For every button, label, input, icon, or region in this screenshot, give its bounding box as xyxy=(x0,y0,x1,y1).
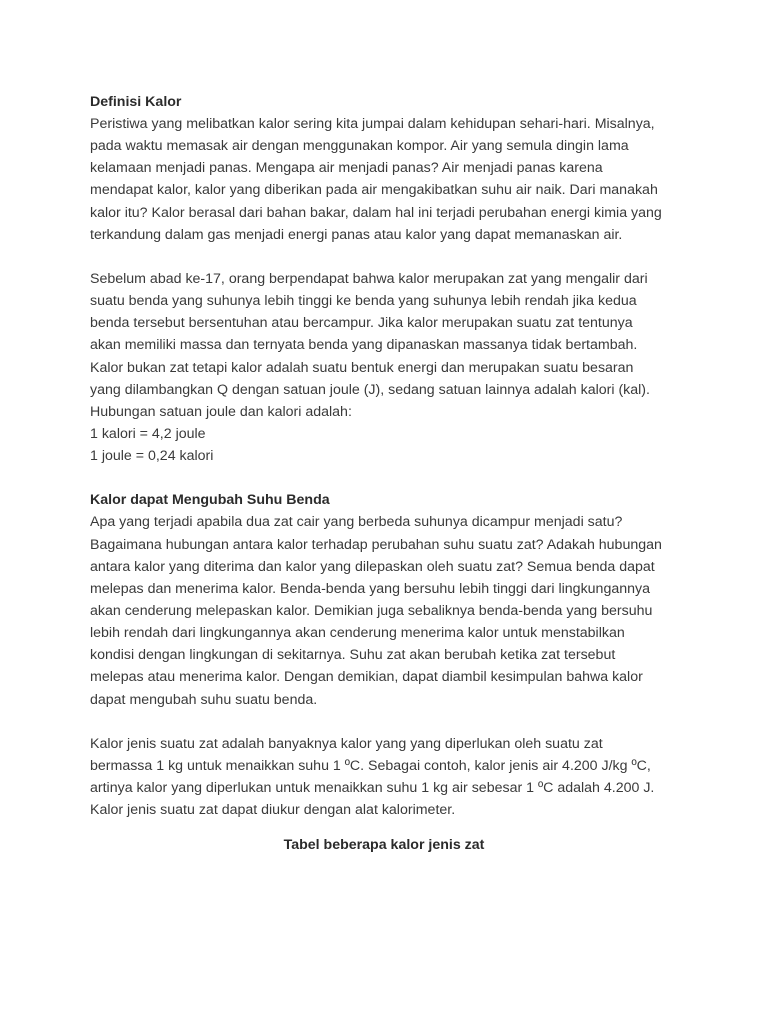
text-line: benda tersebut bersentuhan atau bercampur. Jika kalor merupakan suatu zat tentunya xyxy=(90,315,633,332)
paragraph-gap xyxy=(90,467,690,489)
heading-kalor-mengubah-suhu: Kalor dapat Mengubah Suhu Benda xyxy=(90,492,330,509)
paragraph-gap xyxy=(90,711,690,733)
text-line: melepas atau menerima kalor. Dengan demikian, dapat diambil kesimpulan bahwa kalor xyxy=(90,669,643,686)
heading-definisi-kalor: Definisi Kalor xyxy=(90,94,182,110)
text-line: Sebelum abad ke-17, orang berpendapat bahwa kalor merupakan zat yang mengalir dari xyxy=(90,270,648,287)
formula-line: 1 kalori = 4,2 joule xyxy=(90,426,206,443)
text-line: kondisi dengan lingkungan di sekitarnya. Suhu zat akan berubah ketika zat tersebut xyxy=(90,647,616,664)
formula-line: 1 joule = 0,24 kalori xyxy=(90,448,214,465)
text-line: mendapat kalor, kalor yang diberikan pada air mengakibatkan suhu air naik. Dari manakah xyxy=(90,182,658,199)
text-line: Peristiwa yang melibatkan kalor sering kita jumpai dalam kehidupan sehari-hari. Misalnya, xyxy=(90,116,655,132)
text-line: artinya kalor yang diperlukan untuk menaikkan suhu 1 kg air sebesar 1 ºC adalah 4.200 J. xyxy=(90,780,655,797)
text-line: antara kalor yang diterima dan kalor yang dilepaskan oleh suatu zat? Semua benda dapat xyxy=(90,558,655,575)
text-line: bermassa 1 kg untuk menaikkan suhu 1 ºC. Sebagai contoh, kalor jenis air 4.200 J/kg ºC, xyxy=(90,757,651,774)
text-line: suatu benda yang suhunya lebih tinggi ke benda yang suhunya lebih rendah jika kedua xyxy=(90,293,637,310)
text-line: Kalor jenis suatu zat adalah banyaknya kalor yang yang diperlukan oleh suatu zat xyxy=(90,735,603,752)
text-line: Kalor bukan zat tetapi kalor adalah suatu bentuk energi dan merupakan suatu besaran xyxy=(90,359,634,376)
text-line: Hubungan satuan joule dan kalori adalah: xyxy=(90,403,352,420)
paragraph-sejarah-kalor xyxy=(90,268,690,467)
text-line: akan cenderung melepaskan kalor. Demikian juga sebaliknya benda-benda yang bersuhu xyxy=(90,602,653,619)
text-line: terkandung dalam gas menjadi energi panas atau kalor yang dapat memanaskan air. xyxy=(90,226,623,243)
paragraph-kalor-suhu xyxy=(90,511,690,710)
text-line: dapat mengubah suhu suatu benda. xyxy=(90,691,318,708)
text-line: pada waktu memasak air dengan menggunakan kompor. Air yang semula dingin lama xyxy=(90,138,629,155)
text-line: lebih rendah dari lingkungannya akan cenderung menerima kalor untuk menstabilkan xyxy=(90,625,625,642)
text-line: Kalor jenis suatu zat dapat diukur dengan alat kalorimeter. xyxy=(90,802,456,819)
text-line: Apa yang terjadi apabila dua zat cair yang berbeda suhunya dicampur menjadi satu? xyxy=(90,514,623,531)
text-line: Bagaimana hubungan antara kalor terhadap perubahan suhu suatu zat? Adakah hubungan xyxy=(90,536,662,553)
text-line: yang dilambangkan Q dengan satuan joule (J), sedang satuan lainnya adalah kalori (kal). xyxy=(90,381,650,398)
paragraph-definisi xyxy=(90,113,690,246)
document-body xyxy=(90,91,690,821)
paragraph-gap xyxy=(90,246,690,268)
text-line: kalor itu? Kalor berasal dari bahan bakar, dalam hal ini terjadi perubahan energi kimia yang xyxy=(90,204,662,221)
text-line: akan memiliki massa dan ternyata benda yang dipanaskan massanya tidak bertambah. xyxy=(90,337,638,354)
text-line: kelamaan menjadi panas. Mengapa air menjadi panas? Air menjadi panas karena xyxy=(90,160,603,177)
paragraph-kalor-jenis xyxy=(90,733,690,822)
table-title: Tabel beberapa kalor jenis zat xyxy=(283,837,485,853)
text-line: melepas dan menerima kalor. Benda-benda yang bersuhu lebih tinggi dari lingkungannya xyxy=(90,580,650,597)
